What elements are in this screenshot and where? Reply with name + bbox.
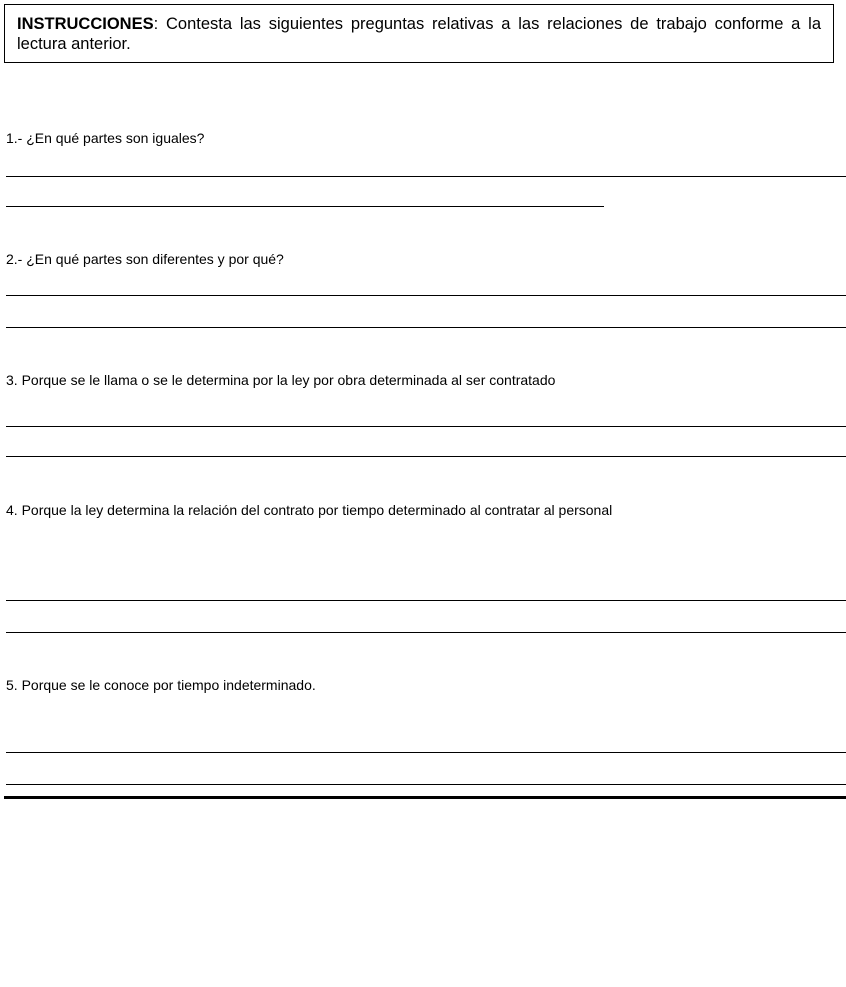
answer-line-3b[interactable] (6, 456, 846, 457)
question-5: 5. Porque se le conoce por tiempo indeterminado. (6, 677, 316, 693)
answer-line-4b[interactable] (6, 632, 846, 633)
answer-line-1a[interactable] (6, 176, 846, 177)
bottom-rule (4, 796, 846, 799)
instructions-text: Contesta las siguientes preguntas relativas a las relaciones de trabajo conforme a la lectura anterior. (17, 15, 821, 53)
question-3: 3. Porque se le llama o se le determina por la ley por obra determinada al ser contratado (6, 372, 556, 388)
instructions-separator: : (153, 15, 159, 33)
instructions-label: INSTRUCCIONES (17, 15, 154, 33)
answer-line-1b[interactable] (6, 206, 604, 207)
question-4: 4. Porque la ley determina la relación del contrato por tiempo determinado al contratar al personal (6, 502, 613, 518)
answer-line-2b[interactable] (6, 327, 846, 328)
question-1: 1.- ¿En qué partes son iguales? (6, 130, 205, 146)
answer-line-5b[interactable] (6, 784, 846, 785)
instructions-box (4, 4, 834, 63)
question-2: 2.- ¿En qué partes son diferentes y por qué? (6, 251, 284, 267)
answer-line-3a[interactable] (6, 426, 846, 427)
answer-line-2a[interactable] (6, 295, 846, 296)
answer-line-4a[interactable] (6, 600, 846, 601)
answer-line-5a[interactable] (6, 752, 846, 753)
